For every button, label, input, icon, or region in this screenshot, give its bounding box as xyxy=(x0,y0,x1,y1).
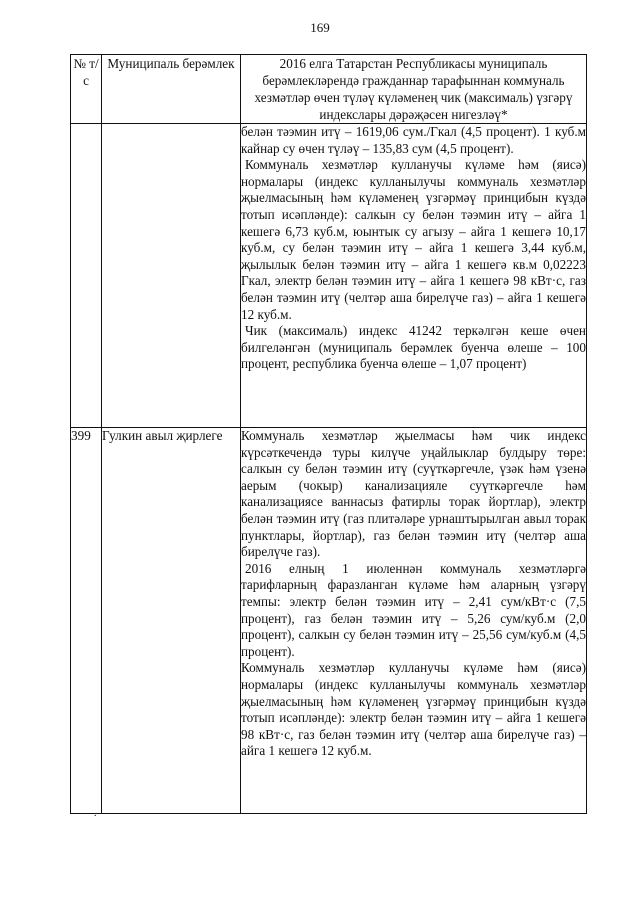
row-number xyxy=(71,124,102,428)
table-header-row xyxy=(71,55,587,124)
table-row xyxy=(71,124,587,428)
row-paragraph: белән тәэмин итү – 1619,06 сум./Гкал (4,5 процент). 1 куб.м кайнар су өчен түләү – 135,83 сум (4,5 процент). xyxy=(241,124,586,156)
row-municipality: Гулкин авыл җирлеге xyxy=(102,428,241,814)
header-number: № т/с xyxy=(71,55,102,124)
row-description xyxy=(241,124,587,428)
page-number: 169 xyxy=(310,20,330,35)
row-description xyxy=(241,428,587,814)
row-paragraph: Чик (максималь) индекс 41242 теркәлгән кеше өчен билгеләнгән (муниципаль берәмлек буенча өлеше – 100 процент, республика буенча өлеше – 1,07 процент) xyxy=(241,323,586,372)
header-municipality: Муниципаль берәмлек xyxy=(102,55,241,124)
margin-mark: . xyxy=(94,808,97,819)
row-number: 399 xyxy=(71,428,102,814)
tariff-table xyxy=(70,54,587,814)
row-paragraph: Коммуналь хезмәтләр кулланучы күләме һәм (яисә) нормалары (индекс кулланылучы коммуналь хезмәтләр җыелмасының һәм күләменең үзгәрмәү принцибын күздә тотып исәпләнде): салкын су белән тәэмин итү – айга 1 кешегә 6,73 куб.м, юынтык су агызу – айга 1 кешегә 10,17 куб.м, су белән тәэмин итү – айга 1 кешегә 3,44 куб.м, җылылык белән тәэмин итү – айга 1 кешегә кв.м 0,02223 Гкал, электр белән тәэмин итү – айга 1 кешегә 98 кВт·с, газ белән тәэмин итү (челтәр аша бирелүче газ) – айга 1 кешегә 12 куб.м. xyxy=(241,157,586,322)
table-row xyxy=(71,428,587,814)
header-indices: 2016 елга Татарстан Республикасы муниципаль берәмлекләрендә гражданнар тарафыннан коммуналь хезмәтләр өчен түләү күләменең чик (максималь) үзгәрү индекслары дәрәҗәсен нигезләү* xyxy=(241,55,587,124)
row-municipality xyxy=(102,124,241,428)
row-paragraph: Коммуналь хезмәтләр җыелмасы һәм чик индекс күрсәткечендә туры килүче уңайлыклар булдыру төре: салкын су белән тәэмин итү (суүткәргечле, үзәк һәм үзенә аерым (чокыр) канализацияле суүткәргечле һәм канализациясе ваннасыз фатирлы торак йортлар), электр белән тәэмин итү (газ плитәләре урнаштырылган авыл торак пунктлары, йортлар), газ белән тәэмин итү (челтәр аша бирелүче газ). xyxy=(241,428,586,560)
row-paragraph: Коммуналь хезмәтләр кулланучы күләме һәм (яисә) нормалары (индекс кулланылучы коммуналь хезмәтләр җыелмасының һәм күләменең үзгәрмәү принцибын күздә тотып исәпләнде): электр белән тәэмин итү – айга 1 кешегә 98 кВт·с, газ белән тәэмин итү (челтәр аша бирелүче газ) – айга 1 кешегә 12 куб.м. xyxy=(241,660,586,759)
row-paragraph: 2016 елның 1 июленнән коммуналь хезмәтләргә тарифларның фаразланган күләме һәм аларның үзгәрү темпы: электр белән тәэмин итү – 2,41 сум/кВт·с (7,5 процент), газ белән тәэмин итү – 5,26 сум/куб.м (2,0 процент), салкын су белән тәэмин итү – 25,56 сум/куб.м (4,5 процент). xyxy=(241,560,586,659)
